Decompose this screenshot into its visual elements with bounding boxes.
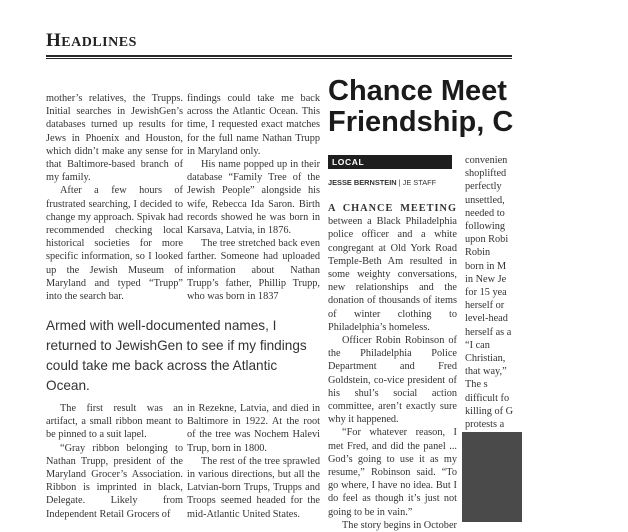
headline-line-1: Chance Meet — [328, 75, 507, 107]
pull-quote: Armed with well-documented names, I returned to JewishGen to see if my findings could take me back across the Atlantic Ocean. — [46, 318, 307, 393]
cropped-line: needed to — [465, 207, 505, 219]
header-rule-thin — [46, 58, 512, 59]
byline-author: JESSE BERNSTEIN — [328, 178, 397, 187]
cropped-line: difficult fo — [465, 392, 510, 404]
paragraph: Officer Robin Robinson of the Philadelphia Police Department and Fred Goldstein, co-vice president of his shul’s social action committee, aren’t exactly sure why it happened. — [328, 335, 457, 426]
paragraph: The rest of the tree sprawled in various directions, but all the Latvian-born Trups, Trupps and Troops seemed headed for the mid-Atlantic United States. — [187, 455, 320, 520]
article-column-1 — [46, 92, 183, 303]
byline: JESSE BERNSTEIN | JE STAFF — [328, 178, 437, 187]
article-headline — [328, 76, 628, 138]
header-rule — [46, 55, 512, 57]
article-column-3 — [46, 402, 183, 521]
article-column-4 — [187, 402, 320, 521]
cropped-line: in New Je — [465, 273, 507, 285]
lead-in: A CHANCE MEETING — [328, 203, 457, 214]
cropped-line: level-head — [465, 313, 508, 325]
paragraph: After a few hours of frustrated searching, I decided to change my approach. Spivak had recommended checking local historical societies for more specific information, so I looked up the Jewish Museum of Maryland and typed “Trupp” into the search bar. — [46, 185, 183, 303]
paragraph: His name popped up in their database “Family Tree of the Jewish People” alongside his wife, Rebecca Ida Saron. Birth records showed he was born in Karsava, Latvia, in 1876. — [187, 159, 320, 237]
lead-text: between a Black Philadelphia police officer and a white congregant at Old York Road Temple-Beth Am resulted in some weighty conversations, new relationships and the donation of thousands of items of winter clothing to Philadelphia’s homeless. — [328, 216, 457, 333]
cropped-line: “I can — [465, 339, 490, 351]
paragraph: in Rezekne, Latvia, and died in Baltimore in 1922. At the root of the tree was Nochem Halevi Trup, born in 1800. — [187, 403, 320, 454]
headline-line-2: Friendship, C — [328, 106, 514, 138]
cropped-line: convenien — [465, 155, 508, 166]
lead-paragraph — [328, 202, 457, 334]
section-header-rest: EADLINES — [61, 35, 137, 50]
cropped-line: perfectly — [465, 181, 502, 193]
cropped-line: upon Robi — [465, 234, 509, 246]
category-tag: LOCAL — [328, 155, 452, 169]
photo — [462, 432, 522, 522]
cropped-line: protests a — [465, 419, 505, 431]
byline-staff: JE STAFF — [402, 178, 437, 187]
cropped-line: herself or — [465, 300, 505, 312]
cropped-line: shoplifted — [465, 168, 507, 180]
cropped-line: The s — [465, 379, 488, 391]
paragraph: “For whatever reason, I met Fred, and did the panel ... God’s going to use it as my resume,” Robinson said. “To go where, I have no idea. But I do feel as though it’s just not going to be in vain.” — [328, 427, 457, 518]
section-header-cap: H — [46, 30, 62, 51]
cropped-line: born in M — [465, 260, 507, 272]
paragraph: The tree stretched back even farther. Someone had uploaded information about Nathan Trupp’s father, Phillip Trupp, who was born in 1837 — [187, 238, 320, 303]
cropped-line: following — [465, 221, 506, 233]
cropped-line: killing of G — [465, 405, 514, 417]
cropped-line: for 15 yea — [465, 287, 507, 299]
paragraph: findings could take me back across the Atlantic Ocean. This time, I requested exact matches for the full name Nathan Trupp in Maryland only. — [187, 93, 320, 157]
article-column-5 — [328, 202, 457, 532]
cropped-line: Robin — [465, 247, 491, 259]
article-column-6-cropped — [465, 154, 525, 458]
cropped-line: Christian, — [465, 353, 506, 365]
cropped-line: that way,” — [465, 366, 507, 378]
cropped-line: unsettled, — [465, 194, 505, 206]
article-column-2 — [187, 92, 320, 303]
paragraph: The story begins in October — [342, 519, 457, 531]
cropped-line: herself as a — [465, 326, 512, 338]
paragraph: The first result was an artifact, a small ribbon meant to be pinned to a suit lapel. — [46, 403, 183, 441]
paragraph: “Gray ribbon belonging to Nathan Trupp, president of the Maryland Grocer’s Association. Ribbon is imprinted in black, Delegate. Likely from Independent Retail Grocers of — [46, 442, 183, 520]
paragraph: mother’s relatives, the Trupps. Initial searches in JewishGen’s databases turned up results for Jews in Phoenix and Houston, which didn’t make any sense for that Baltimore-based branch of my family. — [46, 93, 183, 184]
section-header — [46, 30, 512, 52]
